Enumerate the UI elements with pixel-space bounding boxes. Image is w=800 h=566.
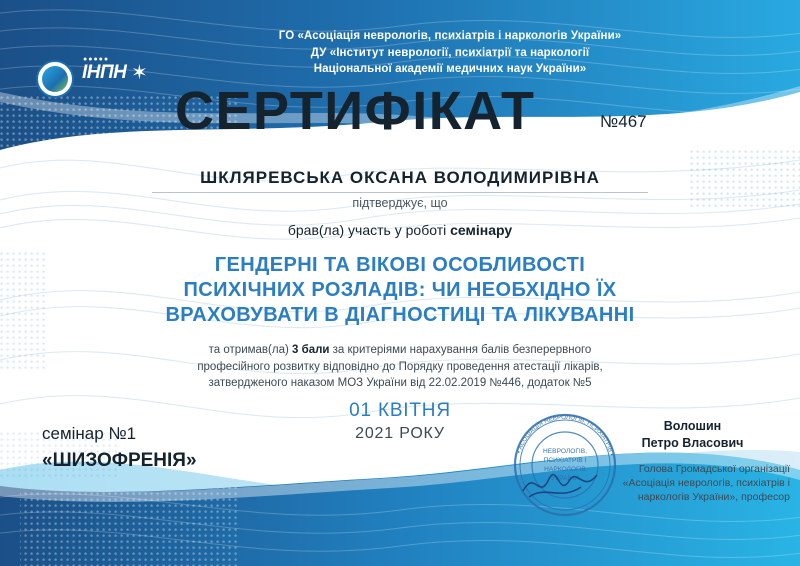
signatory-name xyxy=(600,418,785,452)
institute-logo-text: ІНПН xyxy=(82,62,127,83)
association-emblem-icon xyxy=(36,60,74,98)
points-line-2: професійного розвитку відповідно до Порядку проведення атестації лікарів, xyxy=(197,360,603,373)
seminar-name: «ШИЗОФРЕНІЯ» xyxy=(42,450,197,471)
signatory-role xyxy=(585,462,790,504)
points-value: 3 бали xyxy=(292,344,330,356)
issue-year: 2021 РОКУ xyxy=(355,425,445,442)
points-paragraph xyxy=(130,342,670,392)
issue-date: 01 КВІТНЯ xyxy=(349,400,451,421)
event-title-line-2: ПСИХІЧНИХ РОЗЛАДІВ: ЧИ НЕОБХІДНО ЇХ xyxy=(183,279,617,301)
signatory-role-line-3: наркологів України», професор xyxy=(637,491,790,503)
svg-text:НАРКОЛОГІВ: НАРКОЛОГІВ xyxy=(544,466,586,473)
signatory-role-line-2: «Асоціація неврологів, психіатрів і xyxy=(622,477,790,489)
recipient-name: ШКЛЯРЕВСЬКА ОКСАНА ВОЛОДИМИРІВНА xyxy=(200,168,600,187)
svg-text:УКРАЇНИ: УКРАЇНИ xyxy=(551,475,579,482)
signatory-surname: Волошин xyxy=(663,419,722,433)
logo-dots-decor: ●●●●● xyxy=(83,56,110,63)
participation-prefix: брав(ла) участь у роботі xyxy=(287,222,451,238)
points-suffix: за критеріями нарахування балів безперервного xyxy=(329,344,592,356)
header-line-2: ДУ «Інститут неврології, психіатрії та наркології xyxy=(310,46,590,59)
certificate-number: №467 xyxy=(600,112,647,131)
svg-text:ПСИХІАТРІВ І: ПСИХІАТРІВ І xyxy=(543,457,587,464)
participation-kind: семінару xyxy=(450,222,513,238)
event-title xyxy=(60,253,740,328)
header-line-1: ГО «Асоціація неврологів, психіатрів і наркологів України» xyxy=(278,30,622,42)
points-line-3: затвердженого наказом МОЗ України від 22.02.2019 №446, додаток №5 xyxy=(208,377,592,389)
header-organisation-text xyxy=(150,28,750,78)
star-icon: ✶ xyxy=(131,62,148,84)
header-line-3: Національної академії медичних наук України» xyxy=(313,63,587,75)
signatory-role-line-1: Голова Громадської організації xyxy=(638,463,790,475)
event-title-line-1: ГЕНДЕРНІ ТА ВІКОВІ ОСОБЛИВОСТІ xyxy=(214,254,586,276)
seminar-number-label: семінар №1 xyxy=(42,424,137,443)
signatory-given-name: Петро Власович xyxy=(641,436,744,450)
points-prefix: та отримав(ла) xyxy=(208,344,292,356)
confirms-label: підтверджує, що xyxy=(352,196,448,210)
event-title-line-3: ВРАХОВУВАТИ В ДІАГНОСТИЦІ ТА ЛІКУВАННІ xyxy=(165,304,635,326)
points-line-1 xyxy=(130,342,670,359)
svg-text:• АСОЦІАЦІЯ НЕВРОЛОГІВ, ПСИХІА: • АСОЦІАЦІЯ НЕВРОЛОГІВ, ПСИХІАТРІВ • xyxy=(515,413,616,457)
page-title: СЕРТИФІКАТ xyxy=(175,81,536,141)
participation-line xyxy=(100,222,700,238)
svg-text:НЕВРОЛОГІВ,: НЕВРОЛОГІВ, xyxy=(543,448,587,455)
logo-group xyxy=(30,56,150,104)
recipient-underline xyxy=(152,192,648,193)
